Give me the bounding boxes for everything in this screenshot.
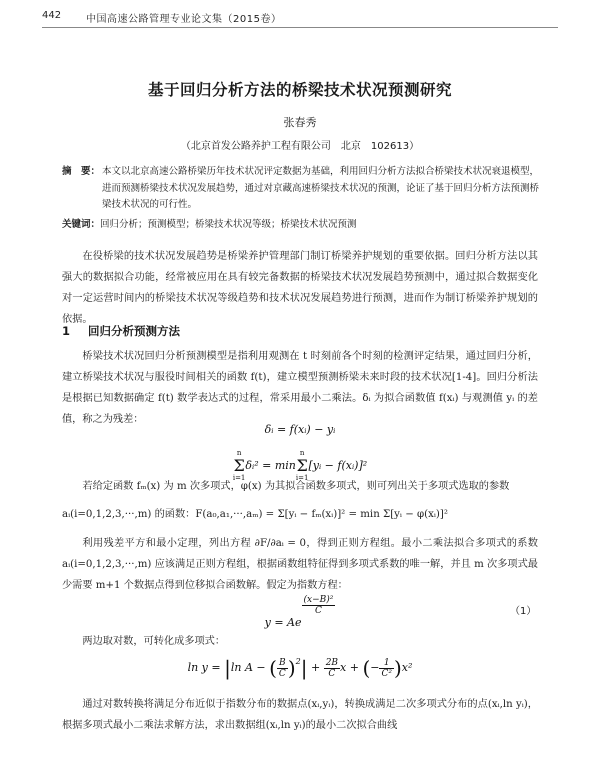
intro-paragraph: 在役桥梁的技术状况发展趋势是桥梁养护管理部门制订桥梁养护规划的重要依据。回归分析方法以其强大的数据拟合功能，经常被应用在具有较完备数据的桥梁技术状况发展趋势预测中，通过拟合数据变化对一定运营时间内的桥梁技术状况等级趋势和技术状况发展趋势进行预测，进而作为制订桥梁养护规划的依据。 — [62, 251, 538, 325]
running-header — [42, 10, 558, 26]
normal-equation-paragraph: 利用残差平方和最小定理，列出方程 ∂F/∂aᵢ = 0，得到正则方程组。最小二乘法拟合多项式的系数 aᵢ(i=0,1,2,3,···,m) 应该满足正则方程组，根据函数组特征得到多项式系数的唯一解，并且 m 次多项式最少需要 m+1 个数据点得到位移拟合函数解。假定为指数方程： — [62, 538, 538, 591]
log-transform-paragraph: 两边取对数，可转化成多项式： — [82, 636, 226, 647]
page-number: 442 — [42, 10, 62, 21]
equation-log-polynomial: ln y = |ln A − ( $\frac{B}{C}$ )$^2$| + $\frac{2B}{C}$ x + (− $\frac{1}{\text{C²}}$ )x² — [187, 656, 413, 680]
section-number: 1 — [62, 324, 71, 338]
journal-title: 中国高速公路管理专业论文集（2015卷） — [86, 14, 282, 25]
equation-residual: δᵢ = f(xᵢ) − yᵢ — [264, 423, 336, 436]
article-title: 基于回归分析方法的桥梁技术状况预测研究 — [147, 81, 452, 99]
keywords-label: 关键词： — [62, 219, 101, 230]
abstract — [62, 164, 540, 214]
header-rule — [42, 27, 558, 28]
polynomial-function-line: aᵢ(i=0,1,2,3,···,m) 的函数：F(a₀,a₁,···,aₘ) = Σ[yᵢ − fₘ(xᵢ)]² = min Σ[yᵢ − φ(xᵢ)]² — [62, 509, 448, 520]
section-title: 回归分析预测方法 — [88, 324, 180, 338]
sum-operator: n Σ i=1 — [295, 449, 309, 482]
author-affiliation: （北京首发公路养护工程有限公司 北京 102613） — [180, 141, 420, 152]
author-name: 张春秀 — [283, 116, 317, 129]
section-heading — [62, 323, 180, 339]
keywords-text: 回归分析；预测模型；桥梁技术状况等级；桥梁技术状况预测 — [100, 219, 357, 230]
equation-number: （1） — [510, 606, 537, 617]
sum-operator: n Σ i=1 — [232, 449, 246, 482]
abstract-text: 本文以北京高速公路桥梁历年技术状况评定数据为基础，利用回归分析方法拟合桥梁技术状况衰退模型，进而预测桥梁技术状况发展趋势，通过对京藏高速桥梁技术状况的预测，论证了基于回归分析方法预测桥梁技术状况的可行性。 — [102, 166, 540, 210]
abstract-label: 摘 要： — [62, 166, 101, 177]
method-paragraph: 桥梁技术状况回归分析预测模型是指利用观测在 t 时刻前各个时刻的检测评定结果，通过回归分析，建立桥梁技术状况与服役时间相关的函数 f(t)，建立模型预测桥梁未来时段的技术状况[1-4]。回归分析法是根据已知数据确定 f(t) 数学表达式的过程，常采用最小二乘法。δᵢ 为拟合函数值 f(xᵢ) 与观测值 yᵢ 的差值，称之为残差： — [62, 351, 538, 425]
keywords — [62, 217, 540, 234]
fitting-paragraph: 通过对数转换将满足分布近似于指数分布的数据点(xᵢ,yᵢ)，转换成满足二次多项式分布的点(xᵢ,ln yᵢ)，根据多项式最小二乘法求解方法，求出数据组(xᵢ,ln yᵢ)的最小二次拟合曲线 — [62, 699, 538, 731]
polynomial-paragraph: 若给定函数 fₘ(x) 为 m 次多项式，φ(x) 为其拟合函数多项式，则可列出关于多项式选取的参数 — [82, 481, 510, 492]
equation-least-squares: n Σ i=1 δᵢ² = min n Σ i=1 [yᵢ − f(xᵢ)]² — [232, 449, 368, 482]
equation-exponential: y = Ae $^{\frac{\text{(x−B)²}}{C}}$ — [264, 595, 334, 629]
